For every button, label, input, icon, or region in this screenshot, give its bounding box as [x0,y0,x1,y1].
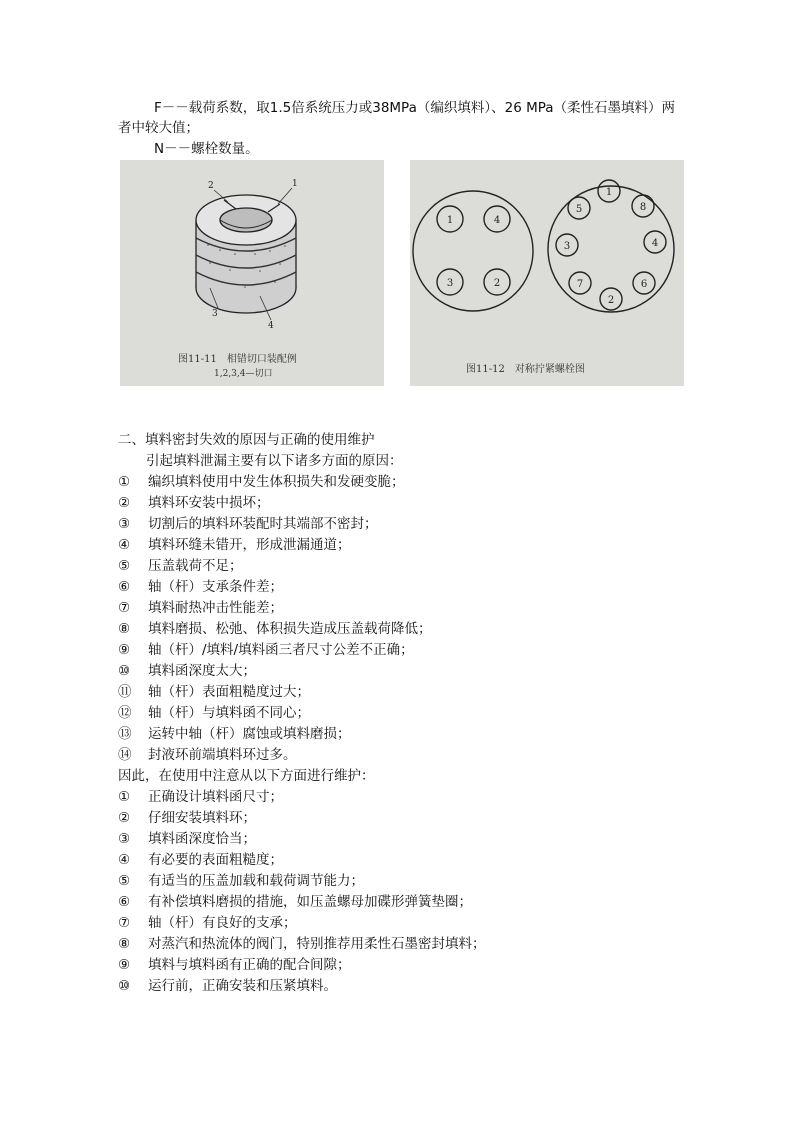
maintenance-intro: 因此，在使用中注意从以下方面进行维护： [118,768,375,784]
maintenance-item: ⑤ 有适当的压盖加载和载荷调节能力； [118,873,364,889]
bolt-left-4: 4 [493,215,501,226]
maintenance-item: ② 仔细安装填料环； [118,810,256,826]
maintenance-item: ⑦ 轴（杆）有良好的支承； [118,915,297,931]
cause-item: ⑨ 轴（杆）/填料/填料函三者尺寸公差不正确； [118,642,414,658]
causes-intro: 引起填料泄漏主要有以下诸多方面的原因： [146,453,403,469]
cause-item: ② 填料环安装中损坏； [118,495,270,511]
figure1-label-2: 2 [208,181,214,191]
figure1-subcaption: 1,2,3,4—切口 [214,369,273,379]
cause-item: ⑬ 运转中轴（杆）腐蚀或填料磨损； [118,726,351,742]
cause-item: ⑦ 填料耐热冲击性能差； [118,600,283,616]
bolt-left-3: 3 [446,278,454,289]
cause-item: ⑩ 填料函深度太大； [118,663,256,679]
bolt-right-2: 2 [607,295,615,306]
cause-item: ⑥ 轴（杆）支承条件差； [118,579,283,595]
cause-item: ③ 切割后的填料环装配时其端部不密封； [118,516,378,532]
figure-symmetric-bolt-tightening [410,160,684,386]
section-heading: 二、填料密封失效的原因与正确的使用维护 [118,432,375,448]
bolt-left-2: 2 [493,278,501,289]
figure1-label-3: 3 [212,309,218,319]
maintenance-item: ⑩ 运行前，正确安装和压紧填料。 [118,978,337,994]
intro-line-2: 者中较大值； [118,120,199,136]
bolt-right-5: 5 [575,204,583,215]
intro-line-3: N－－螺栓数量。 [154,141,259,157]
maintenance-item: ⑧ 对蒸汽和热流体的阀门，特别推荐用柔性石墨密封填料； [118,936,486,952]
cause-item: ① 编织填料使用中发生体积损失和发硬变脆； [118,474,405,490]
cause-item: ⑤ 压盖载荷不足； [118,558,243,574]
figure1-label-1: 1 [292,179,298,189]
cause-item: ⑭ 封液环前端填料环过多。 [118,747,297,763]
cause-item: ⑫ 轴（杆）与填料函不同心； [118,705,310,721]
bolt-pattern-drawing [410,160,684,386]
bolt-right-4: 4 [651,238,659,249]
maintenance-item: ⑨ 填料与填料函有正确的配合间隙； [118,957,351,973]
bolt-right-1: 1 [605,187,613,198]
four-bolt-flange [413,191,533,311]
cause-item: ⑪ 轴（杆）表面粗糙度过大； [118,684,310,700]
bolt-left-1: 1 [446,215,454,226]
maintenance-item: ⑥ 有补偿填料磨损的措施，如压盖螺母加碟形弹簧垫圈； [118,894,472,910]
figure1-caption: 图11-11 相错切口装配例 [178,354,297,365]
cause-item: ④ 填料环缝未错开，形成泄漏通道； [118,537,351,553]
intro-line-1: F－－载荷系数，取1.5倍系统压力或38MPa（编织填料）、26 MPa（柔性石墨填料）两 [154,100,676,116]
maintenance-item: ④ 有必要的表面粗糙度； [118,852,283,868]
maintenance-item: ③ 填料函深度恰当； [118,831,256,847]
cause-item: ⑧ 填料磨损、松弛、体积损失造成压盖载荷降低； [118,621,432,637]
bolt-right-8: 8 [639,202,647,213]
maintenance-item: ① 正确设计填料函尺寸； [118,789,283,805]
figure2-caption: 图11-12 对称拧紧螺栓图 [466,364,585,375]
bolt-right-3: 3 [563,241,571,252]
figure1-label-4: 4 [268,321,274,331]
bolt-right-6: 6 [640,279,648,290]
figure-packing-ring-assembly [120,160,384,386]
bolt-right-7: 7 [576,279,584,290]
